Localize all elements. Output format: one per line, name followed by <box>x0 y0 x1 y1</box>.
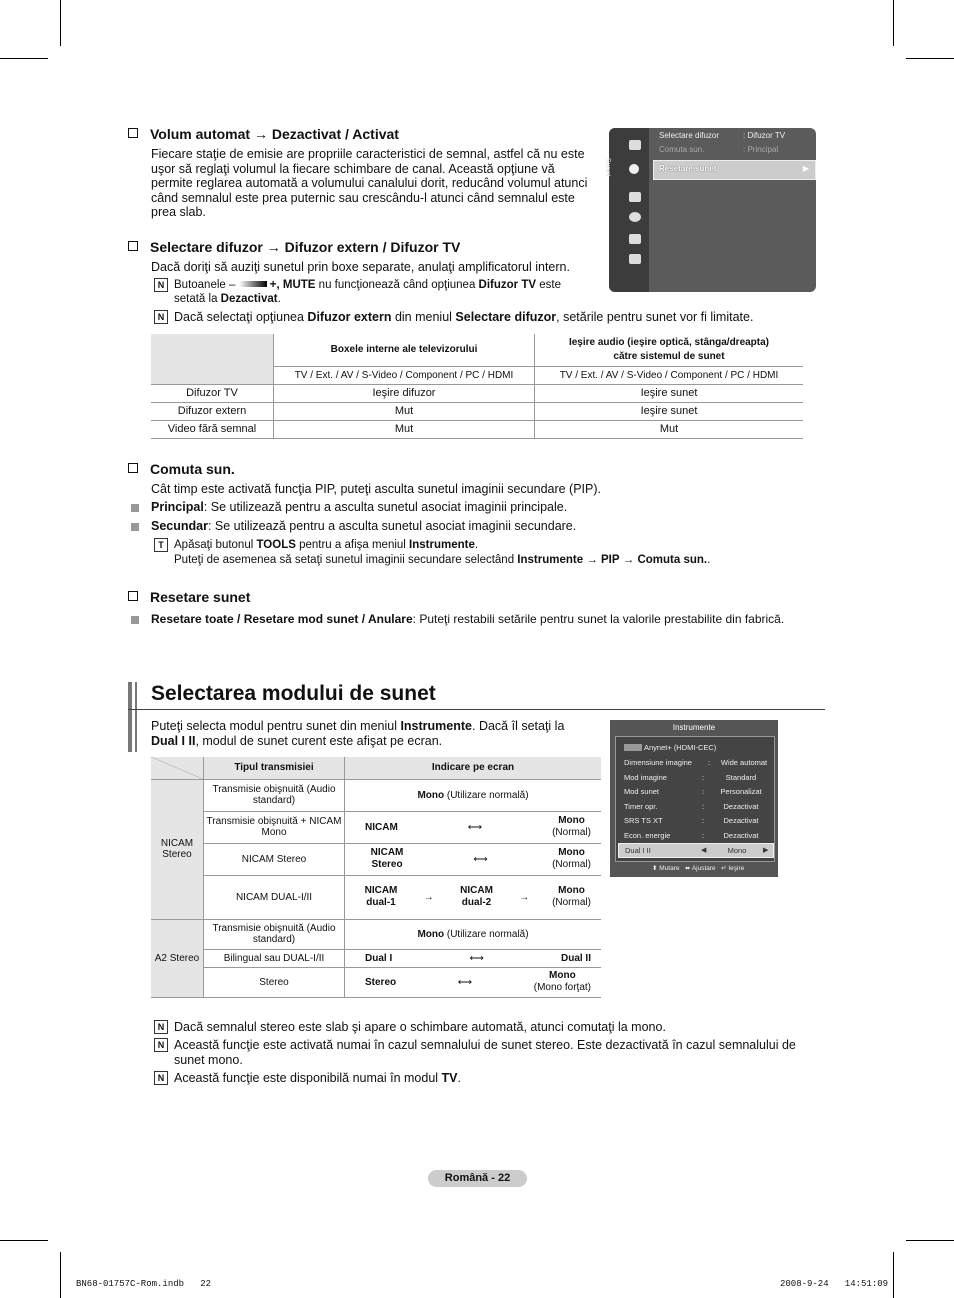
table-header: Boxele interne ale televizorului <box>274 334 535 366</box>
text: (Normal) <box>552 827 591 838</box>
table-row <box>151 402 803 420</box>
tools-menu-row[interactable] <box>624 816 772 825</box>
text: : Puteţi restabili setările pentru sunet la valorile prestabilite din fabrică. <box>412 612 785 626</box>
heading-text: Volum automat → Dezactivat / Activat <box>150 126 399 142</box>
text: Această funcţie este activată numai în cazul semnalului de sunet stereo. Este dezactivată în cazul semnalului de sunet mono. <box>174 1038 796 1067</box>
application-icon <box>629 254 641 264</box>
text: Mono <box>558 815 585 826</box>
row-value: Dezactivat <box>723 831 759 840</box>
tools-menu-row[interactable] <box>624 758 772 767</box>
table-cell: Mut <box>535 420 804 438</box>
speaker-select-body: Dacă doriţi să auziţi sunetul prin boxe separate, anulaţi amplificatorul intern. <box>151 260 570 274</box>
square-bullet-icon <box>131 523 139 531</box>
bidirectional-arrow-icon: ⟷ <box>469 952 484 964</box>
text: NICAM <box>365 821 398 833</box>
row-value: Dezactivat <box>723 816 759 825</box>
checkbox-bullet-icon <box>128 463 138 473</box>
table-cell: Bilingual sau DUAL-I/II <box>204 949 345 967</box>
text: (Utilizare normală) <box>444 789 529 801</box>
row-label: Mod sunet <box>624 787 660 796</box>
text: : Se utilizează pentru a asculta sunetul asociat imaginii secundare. <box>207 519 577 533</box>
text: Dual I <box>365 952 393 964</box>
text: , setările pentru sunet vor fi limitate. <box>556 310 754 324</box>
table-row <box>151 757 601 779</box>
menu-row-sound-switch[interactable] <box>659 145 779 154</box>
crop-mark <box>0 1240 48 1241</box>
text: Mono <box>549 970 576 981</box>
row-value: Mono <box>727 846 747 855</box>
auto-volume-body: Fiecare staţie de emisie are propriile caracteristici de semnal, astfel că nu este uşor să reglaţi volumul la fiecare schimbare de canal. Această opţiune vă permite reglarea automată a volumului canalului dorit, reducând volumul atunci când semnalul este prea puternic sau crescându-l atunci când semnalul este prea slab. <box>151 147 588 219</box>
text: . <box>277 293 281 305</box>
page-number-badge: Română - 22 <box>428 1170 527 1187</box>
page-title: Selectarea modului de sunet <box>151 682 436 705</box>
right-arrow-icon[interactable]: ▶ <box>763 847 769 854</box>
tip-tools <box>158 538 814 567</box>
table-cell: NICAM Stereo <box>204 843 345 875</box>
row-label: Selectare difuzor <box>659 131 720 140</box>
checkbox-bullet-icon <box>128 128 138 138</box>
text: din meniul <box>391 310 456 324</box>
text: , modul de sunet curent este afişat pe ecran. <box>195 733 443 748</box>
tools-menu-row[interactable] <box>624 802 772 811</box>
heading-bar-decoration <box>128 682 132 752</box>
footer-label: Ajustare <box>691 865 716 872</box>
text: Difuzor TV <box>478 279 537 291</box>
tools-menu-title: Instrumente <box>672 723 716 732</box>
row-label: Econ. energie <box>624 831 671 840</box>
row-value: Standard <box>725 773 757 782</box>
input-icon <box>629 234 641 244</box>
bullet-secondary <box>151 519 791 534</box>
note-stereo-only <box>157 1038 824 1067</box>
row-value: Personalizat <box>720 787 762 796</box>
right-arrow-icon: ▶ <box>802 164 809 173</box>
text: Puteţi selecta modul pentru sunet din meniul <box>151 719 401 733</box>
text: (Mono forţat) <box>533 982 591 993</box>
tools-menu-row[interactable] <box>624 831 772 840</box>
text: → <box>619 553 638 566</box>
square-bullet-icon <box>131 504 139 512</box>
left-arrow-icon[interactable]: ◀ <box>701 847 707 854</box>
section-heading-speaker-select <box>128 239 460 255</box>
note-icon: N <box>154 1071 168 1085</box>
text: NICAM dual-2 <box>460 885 493 908</box>
row-label: Comuta sun. <box>659 145 705 154</box>
group-label: NICAM Stereo <box>151 779 204 919</box>
channel-icon <box>629 192 641 202</box>
row-label: Dual I II <box>625 846 651 855</box>
section-heading-sound-switch <box>128 461 235 477</box>
bidirectional-arrow-icon: ⟷ <box>467 821 483 833</box>
table-row <box>151 875 601 919</box>
text: . <box>457 1071 461 1085</box>
tools-menu-screenshot <box>610 720 778 877</box>
row-value: : Difuzor TV <box>743 131 786 140</box>
note-icon: N <box>154 1020 168 1034</box>
group-label: A2 Stereo <box>151 919 204 997</box>
tools-menu-row[interactable] <box>624 787 772 796</box>
table-cell <box>345 811 602 843</box>
text: Difuzor extern <box>307 310 392 324</box>
checkbox-bullet-icon <box>128 241 138 251</box>
row-label: Dimensiune imagine <box>624 758 692 767</box>
text: Mono <box>417 928 445 940</box>
note-icon: N <box>154 1038 168 1052</box>
text: Butoanele – <box>174 279 239 291</box>
menu-row-speaker-select[interactable] <box>659 131 786 140</box>
text: . <box>474 539 479 551</box>
row-label: Anynet+ (HDMI-CEC) <box>644 743 717 752</box>
table-row <box>151 384 803 402</box>
note-tv-mode <box>157 1071 824 1086</box>
menu-sidebar <box>604 128 649 292</box>
table-corner-cell <box>151 757 204 779</box>
sound-switch-body: Cât timp este activată funcţia PIP, puteţi asculta sunetul imaginii secundare (PIP). <box>151 482 601 496</box>
heading-text: Comuta sun. <box>150 461 235 477</box>
bidirectional-arrow-icon: ⟷ <box>457 976 473 988</box>
move-icon: ⬍ <box>652 865 658 872</box>
table-cell: Ieşire difuzor <box>274 384 535 402</box>
crop-mark <box>893 1252 894 1298</box>
text: +, MUTE <box>266 279 316 291</box>
text: Dezactivat <box>220 293 278 305</box>
table-subheader: TV / Ext. / AV / S-Video / Component / PC / HDMI <box>535 366 804 384</box>
text: (Normal) <box>552 897 591 908</box>
tools-menu-selected-row[interactable] <box>618 843 774 858</box>
text: Mono <box>417 789 445 801</box>
text: PIP <box>601 553 620 566</box>
footer-label: Ieşire <box>728 865 745 872</box>
table-cell: Ieşire sunet <box>535 384 804 402</box>
row-label: Timer opr. <box>624 802 658 811</box>
bullet-principal <box>151 500 791 515</box>
print-file-label: BN68-01757C-Rom.indb 22 <box>76 1279 212 1289</box>
crop-mark <box>60 0 61 46</box>
text: Selectare difuzor <box>455 310 557 324</box>
crop-mark <box>893 0 894 46</box>
section-heading-auto-volume <box>128 126 399 142</box>
table-row <box>151 811 601 843</box>
speaker-output-table <box>151 334 803 439</box>
text: Această funcţie este disponibilă numai în modul <box>174 1071 442 1085</box>
row-colon: : <box>708 758 711 767</box>
note-buttons <box>157 278 584 306</box>
text: către sistemul de sunet <box>613 350 725 362</box>
text: Instrumente <box>400 719 472 733</box>
crop-mark <box>60 1252 61 1298</box>
table-cell: Ieşire sunet <box>535 402 804 420</box>
text: (Normal) <box>552 859 591 870</box>
table-cell: Video fără semnal <box>151 420 274 438</box>
row-value: Dezactivat <box>723 802 759 811</box>
text: nu funcţionează când opţiunea <box>315 279 479 291</box>
row-label: Resetare sunet <box>659 164 717 173</box>
note-icon: N <box>154 310 168 324</box>
text: → <box>583 553 602 566</box>
table-cell: Difuzor TV <box>151 384 274 402</box>
print-date-label: 2008-9-24 14:51:09 <box>780 1279 889 1289</box>
sidebar-label: Sunet <box>604 158 611 177</box>
table-cell: Transmisie obişnuită (Audio standard) <box>204 779 345 811</box>
text: pentru a afişa meniul <box>295 539 410 551</box>
text: Puteţi de asemenea să setaţi sunetul imaginii secundare selectând <box>174 553 518 566</box>
table-cell <box>345 779 602 811</box>
title-underline <box>128 709 825 710</box>
text: Dual I II <box>151 733 196 748</box>
text: TOOLS <box>256 539 296 551</box>
text: Secundar <box>151 519 208 533</box>
row-colon: : <box>702 787 705 796</box>
row-colon: : <box>702 773 705 782</box>
text: NICAM dual-1 <box>364 885 398 908</box>
text: Mono <box>558 885 585 896</box>
row-colon: : <box>702 816 705 825</box>
tools-tip-icon: T <box>154 538 168 552</box>
footer-label: Mutare <box>659 865 680 872</box>
text: Comuta sun. <box>637 553 708 566</box>
crop-mark <box>906 1240 954 1241</box>
text: Principal <box>151 500 204 514</box>
bullet-reset <box>151 612 831 627</box>
note-external-speaker <box>157 310 814 325</box>
text: . Dacă îl setaţi la <box>472 719 565 733</box>
row-value: : Principal <box>743 145 779 154</box>
table-cell: Mut <box>274 420 535 438</box>
tools-menu-row[interactable] <box>624 743 772 752</box>
table-row <box>151 420 803 438</box>
square-bullet-icon <box>131 616 139 624</box>
table-cell: NICAM DUAL-I/II <box>204 875 345 919</box>
table-row <box>151 967 601 997</box>
table-cell <box>345 967 602 997</box>
note-icon: N <box>154 278 168 292</box>
heading-text: Resetare sunet <box>150 589 251 605</box>
table-cell <box>345 843 602 875</box>
text: NICAM Stereo <box>370 847 404 870</box>
text: este setată la <box>174 279 561 305</box>
volume-bar-icon <box>239 281 267 287</box>
bidirectional-arrow-icon: ⟷ <box>473 853 488 865</box>
right-arrow-icon: → <box>423 891 434 903</box>
row-colon: : <box>702 802 705 811</box>
picture-icon <box>629 140 641 150</box>
sound-mode-table <box>151 757 601 998</box>
section-heading-sound-reset <box>128 589 250 605</box>
table-subheader: TV / Ext. / AV / S-Video / Component / PC / HDMI <box>274 366 535 384</box>
table-cell <box>345 875 602 919</box>
crop-mark <box>906 58 954 59</box>
crop-mark <box>0 58 48 59</box>
note-weak-stereo <box>157 1020 824 1035</box>
table-row <box>151 919 601 949</box>
table-row <box>151 779 601 811</box>
row-value: Wide automat <box>720 758 768 767</box>
tools-menu-row[interactable] <box>624 773 772 782</box>
text: Resetare toate / Resetare mod sunet / Anulare <box>151 612 413 626</box>
sound-icon <box>629 164 639 174</box>
text: . <box>707 553 711 566</box>
text: Mono <box>558 847 585 858</box>
table-cell: Transmisie obişnuită (Audio standard) <box>204 919 345 949</box>
table-cell: Transmisie obişnuită + NICAM Mono <box>204 811 345 843</box>
table-cell <box>345 919 602 949</box>
text: : Se utilizează pentru a asculta sunetul asociat imaginii principale. <box>203 500 568 514</box>
table-cell <box>345 949 602 967</box>
table-cell: Difuzor extern <box>151 402 274 420</box>
text: Ieşire audio (ieşire optică, stânga/dreapta) <box>568 336 770 348</box>
text: Dacă semnalul stereo este slab şi apare o schimbare automată, atunci comutaţi la mono. <box>174 1020 666 1034</box>
table-cell: Stereo <box>204 967 345 997</box>
text: TV <box>441 1071 458 1085</box>
table-cell: Mut <box>274 402 535 420</box>
sound-menu-screenshot <box>604 128 816 292</box>
text: Instrumente <box>517 553 584 566</box>
adjust-icon: ⬌ <box>684 865 691 872</box>
exit-icon: ↵ <box>721 865 727 872</box>
sound-mode-intro <box>151 719 581 748</box>
table-header: Tipul transmisiei <box>204 757 345 779</box>
table-header <box>535 334 804 366</box>
heading-bar-decoration <box>135 682 137 752</box>
text: Dual II <box>560 952 591 964</box>
row-colon: : <box>702 831 705 840</box>
row-label: Mod imagine <box>624 773 667 782</box>
table-corner-cell <box>151 334 274 384</box>
tools-menu-footer <box>652 864 744 872</box>
heading-text: Selectare difuzor → Difuzor extern / Difuzor TV <box>150 239 461 255</box>
text: Apăsaţi butonul <box>174 539 257 551</box>
text: Instrumente <box>409 539 475 551</box>
menu-row-sound-reset-highlight[interactable] <box>653 160 816 180</box>
table-row <box>151 949 601 967</box>
table-row <box>151 843 601 875</box>
text: (Utilizare normală) <box>444 928 529 940</box>
checkbox-bullet-icon <box>128 591 138 601</box>
text: Stereo <box>365 976 397 988</box>
setup-gear-icon <box>629 212 641 222</box>
row-label: SRS TS XT <box>624 816 663 825</box>
text: Dacă selectaţi opţiunea <box>174 310 308 324</box>
anynet-logo-icon <box>624 744 642 751</box>
right-arrow-icon: → <box>519 891 530 903</box>
table-header: Indicare pe ecran <box>345 757 602 779</box>
tools-menu-list <box>615 736 775 862</box>
